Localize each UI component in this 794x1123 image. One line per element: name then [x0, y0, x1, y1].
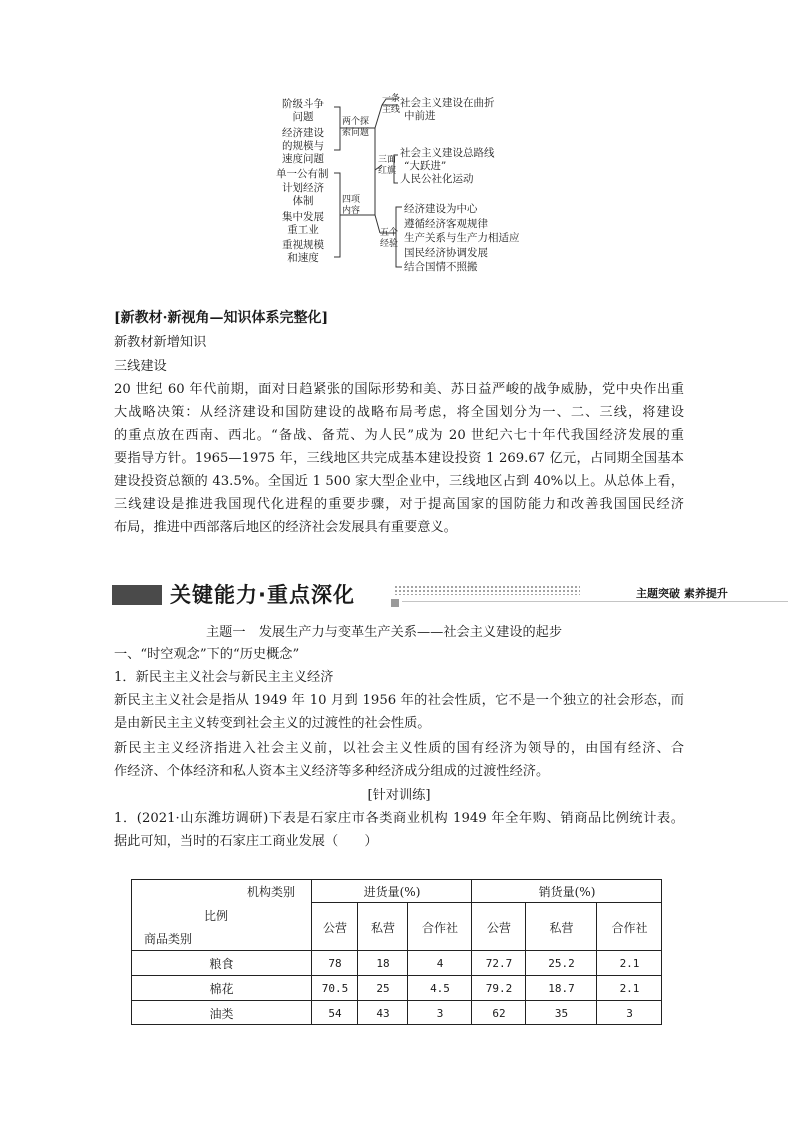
table-cell: 72.7 — [485, 957, 513, 970]
table-corner-ratio: 比例 — [203, 908, 228, 923]
table-cell: 79.2 — [485, 982, 513, 995]
mm-experience-items: 经济建设为中心 遵循经济客观规律 生产关系与生产力相适应 国民经济协调发展 结合国情不照搬 — [404, 203, 520, 273]
banner-square — [391, 599, 399, 607]
table-cell: 2.1 — [619, 957, 640, 970]
mm-one-mainline: 一条 主线 — [382, 94, 401, 115]
table-subheader: 公营 — [322, 920, 347, 935]
statistics-table — [131, 879, 662, 1025]
mm-heavy-industry: 集中发展 重工业 — [282, 211, 324, 236]
banner-title: 关键能力·重点深化 — [170, 583, 355, 607]
table-row-label: 油类 — [209, 1006, 234, 1021]
paragraph-line: 新民主主义社会是指从 1949 年 10 月到 1956 年的社会性质，它不是一个独立的社会形态，而 — [114, 693, 684, 708]
table-corner-goods-type: 商品类别 — [143, 931, 192, 946]
mm-single-public: 单一公有制 — [276, 168, 329, 180]
paragraph-line: 建设投资总额的 43.5%。全国近 1 500 家大型企业中，三线地区占到 40%以上。从总体上看， — [114, 474, 684, 489]
table-subheader: 私营 — [370, 920, 395, 935]
mm-scale-speed: 重视规模 和速度 — [282, 239, 324, 264]
mm-planned-economy: 计划经济 体制 — [282, 182, 324, 207]
question-line: 据此可知，当时的石家庄工商业发展（ ） — [114, 834, 378, 849]
subheading-new-knowledge: 新教材新增知识 — [114, 335, 207, 350]
question-line: 1．(2021·山东潍坊调研)下表是石家庄市各类商业机构 1949 年全年购、销商品比例统计表。 — [114, 811, 684, 826]
question-1 — [114, 807, 684, 853]
table-header-sales: 销货量(%) — [538, 884, 596, 899]
table-cell: 62 — [492, 1006, 506, 1020]
banner-rule — [402, 601, 788, 602]
item-heading: 1．新民主主义社会与新民主主义经济 — [114, 670, 334, 685]
paragraph-new-democratic-society — [114, 689, 684, 735]
topic-third-front: 三线建设 — [114, 359, 167, 374]
table-cell: 54 — [328, 1006, 342, 1020]
table-cell: 35 — [554, 1006, 569, 1020]
table-cell: 43 — [376, 1006, 390, 1020]
paragraph-line: 的重点放在西南、西北。“备战、备荒、为人民”成为 20 世纪六七十年代我国经济发展的重 — [114, 428, 684, 443]
paragraph-line: 新民主主义经济指进入社会主义前，以社会主义性质的国有经济为领导的，由国有经济、合 — [114, 741, 684, 756]
table-cell: 70.5 — [321, 982, 349, 995]
theme-title: 主题一 发展生产力与变革生产关系——社会主义建设的起步 — [206, 625, 563, 640]
knowledge-mindmap — [270, 95, 530, 280]
paragraph-line: 大战略决策：从经济建设和国防建设的战略布局考虑，将全国划分为一、二、三线，将建设 — [114, 405, 684, 420]
table-cell: 3 — [626, 1006, 633, 1020]
paragraph-new-democratic-economy — [114, 737, 684, 783]
table-cell: 4.5 — [430, 982, 450, 995]
mm-two-issues: 两个探 索问题 — [342, 117, 370, 138]
paragraph-line: 20 世纪 60 年代前期，面对日趋紧张的国际形势和美、苏日益严峻的战争威胁，党中央作出重 — [114, 382, 684, 397]
paragraph-line: 是由新民主主义转变到社会主义的过渡性的社会性质。 — [114, 716, 431, 731]
table-cell: 4 — [436, 957, 444, 970]
banner-bar — [112, 585, 162, 605]
table-cell: 3 — [436, 1006, 444, 1020]
table-subheader: 合作社 — [421, 920, 458, 935]
table-cell: 18 — [376, 957, 390, 970]
table-subheader: 公营 — [486, 920, 511, 935]
mm-economic-scale: 经济建设 的规模与 速度问题 — [282, 127, 324, 165]
table-corner-org-type: 机构类别 — [246, 884, 295, 899]
banner-right-label: 主题突破 素养提升 — [636, 587, 728, 600]
table-cell: 18.7 — [548, 982, 575, 995]
section-heading-new-textbook: [新教材·新视角—知识体系完整化] — [114, 310, 329, 326]
paragraph-line: 作经济、个体经济和私人资本主义经济等多种经济成分组成的过渡性经济。 — [114, 764, 550, 779]
part-heading: 一、“时空观念”下的“历史概念” — [114, 647, 300, 662]
table-subheader: 合作社 — [611, 920, 648, 935]
table-cell: 2.1 — [619, 982, 640, 995]
paragraph-third-front — [114, 378, 684, 539]
table-cell: 25 — [376, 982, 390, 995]
mm-class-struggle: 阶级斗争 问题 — [282, 98, 324, 123]
paragraph-line: 要指导方针。1965—1975 年，三线地区共完成基本建设投资 1 269.67 亿元，占同期全国基本 — [114, 451, 684, 466]
table-header-purchase: 进货量(%) — [363, 884, 421, 899]
section-banner — [112, 579, 788, 609]
mm-five-experiences: 五个 经验 — [380, 228, 399, 249]
banner-dot-pattern — [394, 585, 580, 595]
table-row-label: 粮食 — [209, 957, 234, 971]
paragraph-line: 三线建设是推进我国现代化进程的重要步骤，对于提高国家的国防能力和改善我国国民经济 — [114, 497, 684, 512]
mm-banner-items: 社会主义建设总路线 “大跃进” 人民公社化运动 — [400, 147, 495, 185]
mm-three-banners: 三面 红旗 — [378, 155, 397, 176]
table-subheader: 私营 — [549, 920, 574, 935]
table-cell: 78 — [328, 957, 342, 970]
mm-four-contents: 四项 内容 — [342, 195, 361, 216]
table-row-label: 棉花 — [209, 982, 234, 996]
mm-mainline-text: 社会主义建设在曲折 中前进 — [400, 97, 495, 122]
table-cell: 25.2 — [548, 957, 575, 970]
paragraph-line: 布局，推进中西部落后地区的经济社会发展具有重要意义。 — [114, 520, 457, 535]
training-label: [针对训练] — [367, 788, 431, 803]
